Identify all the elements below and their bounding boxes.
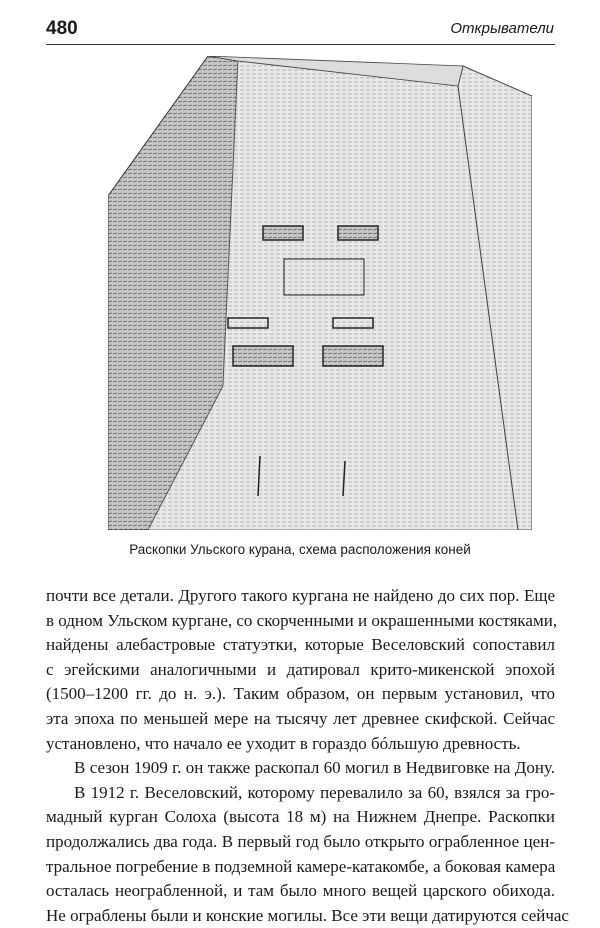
text-line: В сезон 1909 г. он также раскопал 60 могил в Недвиговке на Дону. [74,758,555,778]
page-number: 480 [46,18,78,39]
text-line: в одном Ульском кургане, со скорченными и окрашенными костяками, [46,610,558,630]
text-line: Не ограблены были и конские могилы. Все эти вещи датируются сейчас [46,905,569,925]
text-line: осталась неограбленной, и там было много вещей царского обихода. [46,881,555,901]
text-line: мадный курган Солоха (высота 18 м) на Нижнем Днепре. Раскопки [46,807,555,827]
text-line: тральное погребение в подземной камере-катакомбе, а боковая камера [46,856,556,876]
header-rule [46,44,555,45]
text-line: продолжались два года. В первый год было открыто ограбленное цен- [46,831,555,851]
excavation-illustration [108,56,532,530]
text-line: В 1912 г. Веселовский, которому перевалило за 60, взялся за гро- [74,782,555,802]
running-title: Открыватели [450,20,554,37]
text-line: эта эпоха по меньшей мере на тысячу лет древнее скифской. Сейчас [46,708,555,728]
body-text [46,584,569,928]
figure-caption: Раскопки Ульского курана, схема расположения коней [129,542,471,557]
text-line: найдены алебастровые статуэтки, которые Веселовский сопоставил [46,635,555,655]
text-line: (1500–1200 гг. до н. э.). Таким образом, он первым установил, что [46,684,555,704]
text-line: с эгейскими аналогичными и датировал крито-микенской эпохой [46,659,555,679]
text-line: почти все детали. Другого такого кургана не найдено до сих пор. Еще [46,586,555,605]
text-line: установлено, что начало ее уходит в гораздо бóльшую древность. [46,733,521,753]
